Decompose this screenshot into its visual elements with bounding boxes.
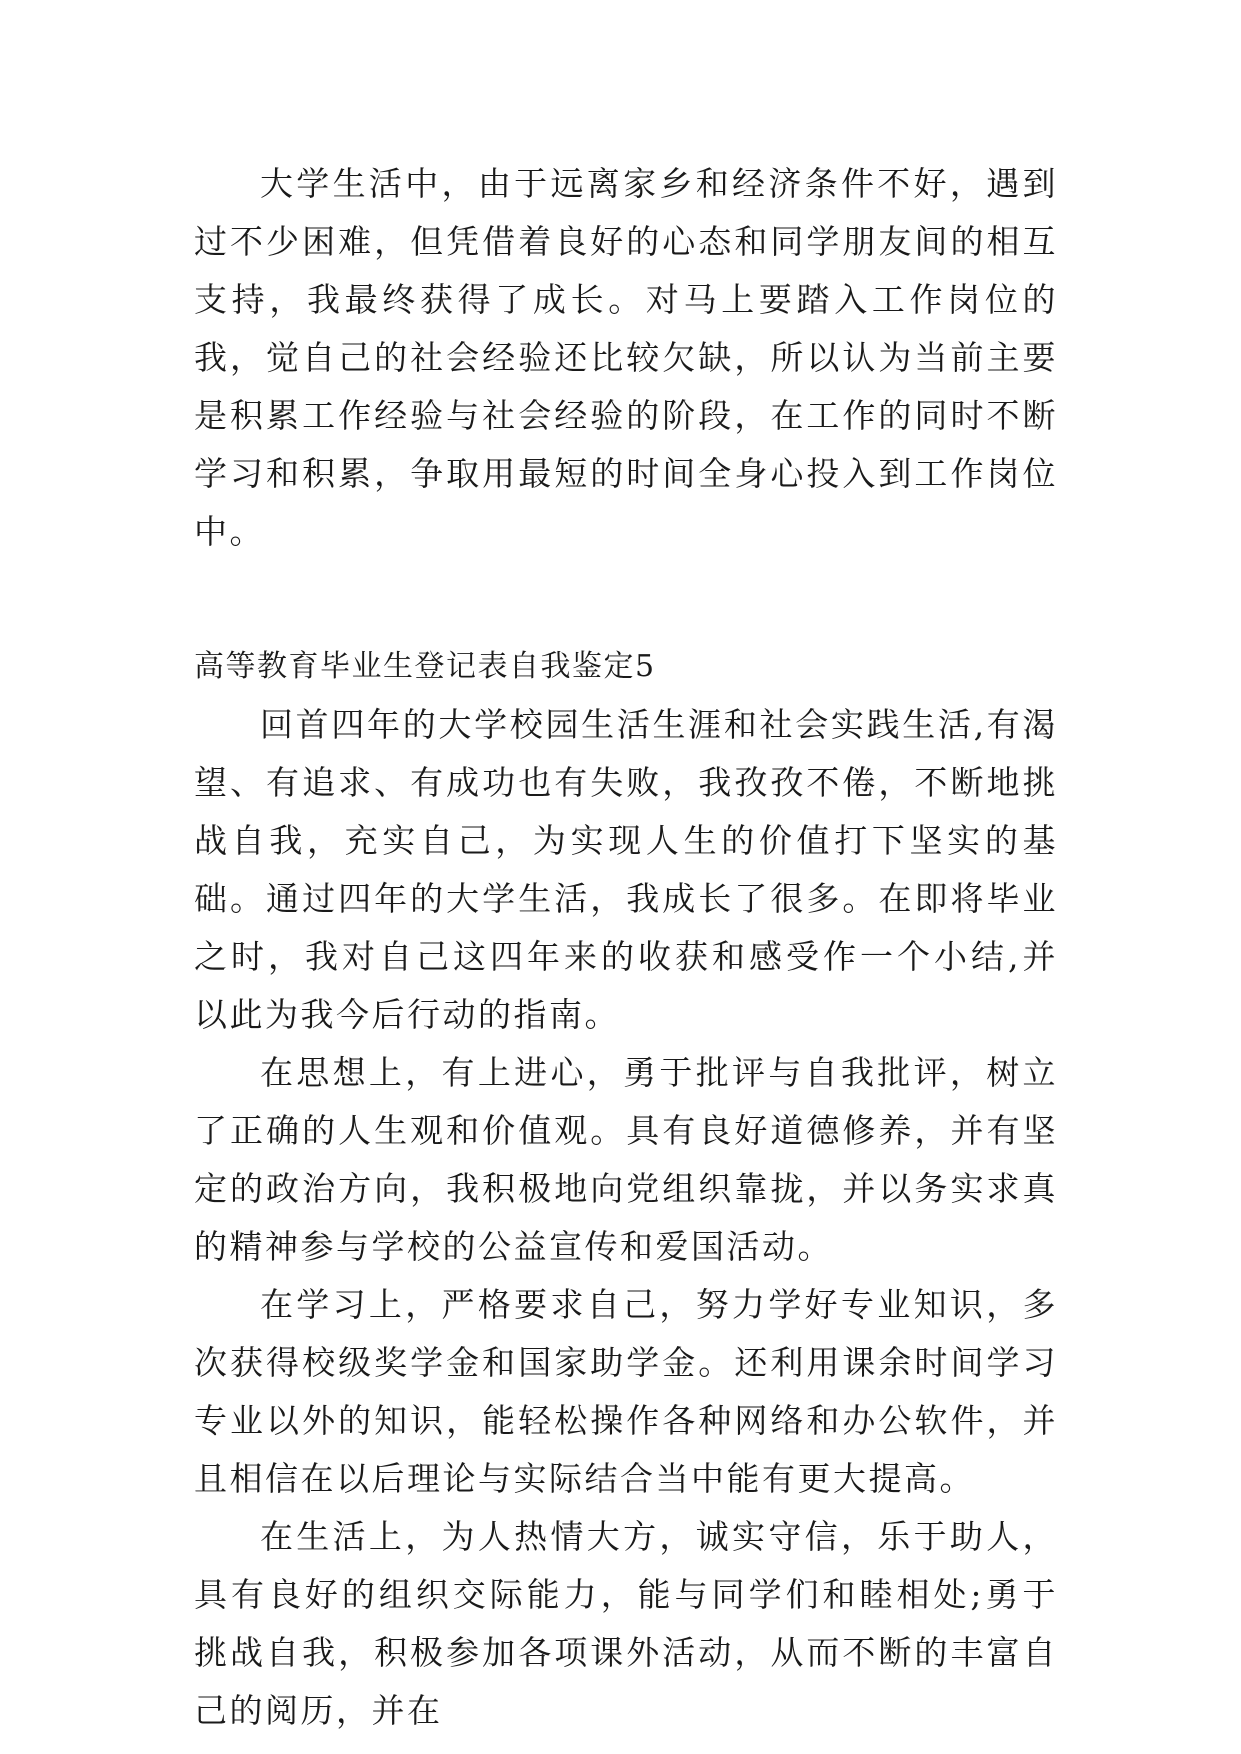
paragraph-review: 回首四年的大学校园生活生涯和社会实践生活,有渴望、有追求、有成功也有失败，我孜孜不倦，不断地挑战自我，充实自己，为实现人生的价值打下坚实的基础。通过四年的大学生活，我成长了很多。在即将毕业之时，我对自己这四年来的收获和感受作一个小结,并以此为我今后行动的指南。 (194, 705, 1058, 1034)
section-title: 高等教育毕业生登记表自我鉴定5 (194, 649, 656, 684)
intro-paragraph: 大学生活中，由于远离家乡和经济条件不好，遇到过不少困难，但凭借着良好的心态和同学朋友间的相互支持，我最终获得了成长。对马上要踏入工作岗位的我，觉自己的社会经验还比较欠缺，所以认为当前主要是积累工作经验与社会经验的阶段，在工作的同时不断学习和积累，争取用最短的时间全身心投入到工作岗位中。 (194, 164, 1058, 551)
paragraph-thought: 在思想上，有上进心，勇于批评与自我批评，树立了正确的人生观和价值观。具有良好道德修养，并有坚定的政治方向，我积极地向党组织靠拢，并以务实求真的精神参与学校的公益宣传和爱国活动。 (194, 1053, 1058, 1266)
paragraph-study: 在学习上，严格要求自己，努力学好专业知识，多次获得校级奖学金和国家助学金。还利用课余时间学习专业以外的知识，能轻松操作各种网络和办公软件，并且相信在以后理论与实际结合当中能有更大提高。 (194, 1285, 1058, 1498)
paragraph-gap (194, 561, 1058, 638)
document-body (194, 155, 1058, 1740)
paragraph-life: 在生活上，为人热情大方，诚实守信，乐于助人，具有良好的组织交际能力，能与同学们和睦相处;勇于挑战自我，积极参加各项课外活动，从而不断的丰富自己的阅历，并在 (194, 1517, 1058, 1730)
